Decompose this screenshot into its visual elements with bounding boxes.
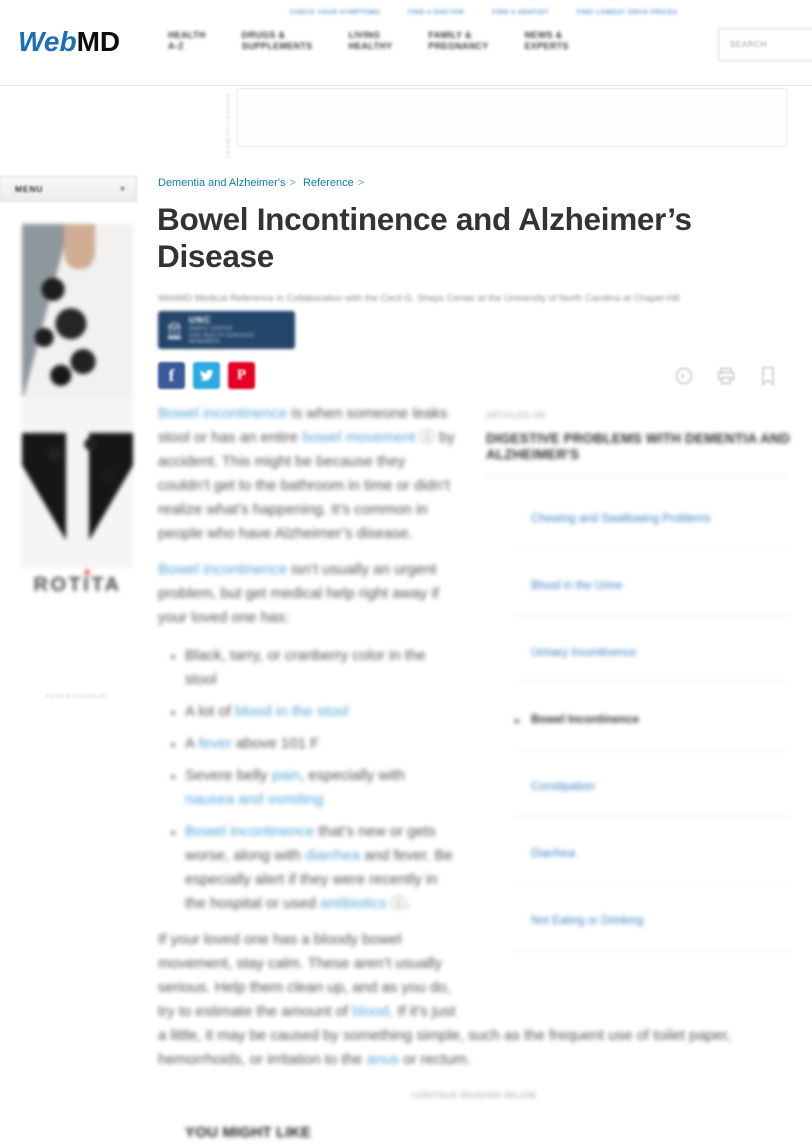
sidebar-item-bowel-incontinence-current[interactable]: ▶ Bowel Incontinence bbox=[513, 691, 790, 750]
menu-label: MENU bbox=[15, 184, 44, 194]
sidebar-item-blood-in-urine[interactable]: Blood in the Urine bbox=[513, 557, 790, 616]
ad-image-top bbox=[22, 224, 133, 396]
sidebar-eyebrow: ARTICLES ON bbox=[486, 411, 546, 420]
unc-sheps-center-badge[interactable] bbox=[158, 311, 295, 349]
sidebar-item-chewing-swallowing[interactable]: Chewing and Swallowing Problems bbox=[513, 490, 790, 549]
main-nav bbox=[168, 30, 605, 51]
pinterest-share-button[interactable] bbox=[228, 362, 255, 389]
sidebar-heading: DIGESTIVE PROBLEMS WITH DEMENTIA AND ALZHEIMER'S bbox=[486, 431, 790, 476]
link-find-a-dentist[interactable]: FIND A DENTIST bbox=[492, 9, 549, 16]
link-anus[interactable]: anus bbox=[366, 1051, 399, 1068]
link-diarrhea[interactable]: diarrhea bbox=[305, 847, 361, 864]
sidebar-item-urinary-incontinence[interactable]: Urinary Incontinence bbox=[513, 624, 790, 683]
unc-old-well-icon bbox=[167, 319, 182, 341]
nav-health-az[interactable]: HEALTH A-Z bbox=[168, 30, 206, 51]
nav-living-healthy[interactable]: LIVING HEALTHY bbox=[348, 30, 393, 51]
rotita-brand-logo: ROTI TA bbox=[22, 574, 133, 597]
list-item: • Severe belly pain, especially with nausea and vomiting bbox=[185, 764, 790, 812]
continue-reading-label: CONTINUE READING BELOW bbox=[411, 1091, 537, 1100]
article-body bbox=[158, 402, 790, 1145]
badge-org: UNC bbox=[188, 315, 212, 325]
link-pain[interactable]: pain bbox=[271, 767, 301, 784]
link-antibiotics[interactable]: antibiotics bbox=[320, 895, 387, 912]
link-blood-in-the-stool[interactable]: blood in the stool bbox=[235, 703, 349, 720]
link-bowel-incontinence[interactable]: Bowel incontinence bbox=[185, 823, 315, 840]
list-item: • Black, tarry, or cranberry color in the stool bbox=[185, 644, 790, 692]
badge-line2: FOR HEALTH SERVICES RESEARCH bbox=[188, 332, 255, 345]
ad-image-bottom bbox=[22, 396, 133, 568]
link-bowel-movement[interactable]: bowel movement bbox=[302, 429, 416, 446]
utility-links bbox=[290, 9, 678, 16]
chevron-down-icon: ▾ bbox=[119, 184, 125, 195]
page-title: Bowel Incontinence and Alzheimer’s Disease bbox=[157, 201, 692, 274]
webmd-logo[interactable] bbox=[18, 27, 120, 57]
rotita-red-dot bbox=[85, 570, 90, 575]
top-ad-advertisement-label: ADVERTISEMENT bbox=[224, 94, 230, 161]
sidebar-item-not-eating-drinking[interactable]: Not Eating or Drinking bbox=[513, 892, 790, 951]
menu-dropdown[interactable] bbox=[0, 176, 137, 202]
facebook-icon: f bbox=[168, 365, 175, 385]
logo-web-part: Web bbox=[18, 26, 77, 57]
list-item: • A lot of blood in the stool bbox=[185, 700, 790, 724]
breadcrumb-separator: > bbox=[357, 177, 365, 189]
twitter-share-button[interactable] bbox=[193, 362, 220, 389]
breadcrumb-reference[interactable]: Reference bbox=[302, 177, 354, 189]
breadcrumb-separator: > bbox=[289, 177, 296, 189]
pinterest-icon: P bbox=[236, 367, 247, 383]
save-icon[interactable] bbox=[758, 366, 778, 386]
you-might-like-heading: YOU MIGHT LIKE bbox=[185, 1124, 312, 1141]
left-ad-advertisement-label: ADVERTISEMENT bbox=[45, 694, 110, 700]
top-ad-slot[interactable] bbox=[237, 88, 787, 147]
paragraph-3: If your loved one has a bloody bowel movement, stay calm. These aren’t usually serious. Help them clean up, and as you do, try to estimate the amount of blood. If it’s just a little, it may be caused by something simple, such as the frequent use of toilet paper, hemorrhoids, or irritation to the anus or rectum. bbox=[158, 931, 731, 1068]
social-share-row bbox=[158, 362, 255, 389]
article-tools bbox=[674, 366, 778, 386]
link-find-lowest-drug-prices[interactable]: FIND LOWEST DRUG PRICES bbox=[576, 9, 678, 16]
article-byline: WebMD Medical Reference in Collaboration with the Cecil G. Sheps Center at the University of North Carolina at Chapel Hill bbox=[158, 293, 680, 304]
listen-icon[interactable] bbox=[674, 366, 694, 386]
left-rail-ad[interactable] bbox=[22, 224, 133, 597]
badge-line1: SHEPS CENTER bbox=[188, 326, 233, 333]
link-bowel-incontinence[interactable]: Bowel incontinence bbox=[158, 561, 288, 578]
link-bowel-incontinence[interactable]: Bowel incontinence bbox=[158, 405, 288, 422]
current-item-arrow-icon: ▶ bbox=[515, 718, 521, 725]
link-fever[interactable]: fever bbox=[198, 735, 232, 752]
facebook-share-button[interactable] bbox=[158, 362, 185, 389]
print-icon[interactable] bbox=[716, 366, 736, 386]
paragraph-1: Bowel incontinence is when someone leaks stool or has an entire bowel movement ⓘ by accident. This might be because they couldn’t get to the bathroom in time or didn’t realize what’s happening. It’s common in people who have Alzheimer’s disease. bbox=[158, 405, 455, 542]
logo-md-part: MD bbox=[76, 26, 121, 57]
site-header bbox=[0, 0, 812, 86]
link-blood[interactable]: blood bbox=[352, 1003, 389, 1020]
breadcrumb-dementia-alzheimers[interactable]: Dementia and Alzheimer's bbox=[158, 177, 286, 189]
nav-family-pregnancy[interactable]: FAMILY & PREGNANCY bbox=[428, 30, 489, 51]
sidebar-item-constipation[interactable]: Constipation bbox=[513, 758, 790, 817]
twitter-bird-icon bbox=[199, 368, 214, 383]
breadcrumb bbox=[158, 177, 368, 189]
search-box[interactable] bbox=[718, 28, 812, 61]
list-item: • Bowel incontinence that’s new or gets worse, along with diarrhea and fever. Be especially alert if they were recently in the hospital or used antibiotics ⓘ. bbox=[185, 820, 790, 916]
nav-drugs-supplements[interactable]: DRUGS & SUPPLEMENTS bbox=[241, 30, 313, 51]
sidebar-article-list bbox=[486, 490, 790, 951]
list-item: • A fever above 101 F bbox=[185, 732, 790, 756]
sidebar-item-diarrhea[interactable]: Diarrhea bbox=[513, 825, 790, 884]
link-nausea-and-vomiting[interactable]: nausea and vomiting bbox=[185, 791, 324, 808]
search-input[interactable] bbox=[730, 40, 810, 49]
nav-news-experts[interactable]: NEWS & EXPERTS bbox=[524, 30, 569, 51]
link-find-a-doctor[interactable]: FIND A DOCTOR bbox=[408, 9, 465, 16]
related-articles-sidebar bbox=[486, 404, 790, 963]
link-check-your-symptoms[interactable]: CHECK YOUR SYMPTOMS bbox=[290, 9, 381, 16]
paragraph-2: Bowel incontinence isn’t usually an urgent problem, but get medical help right away if your loved one has: bbox=[158, 561, 439, 626]
